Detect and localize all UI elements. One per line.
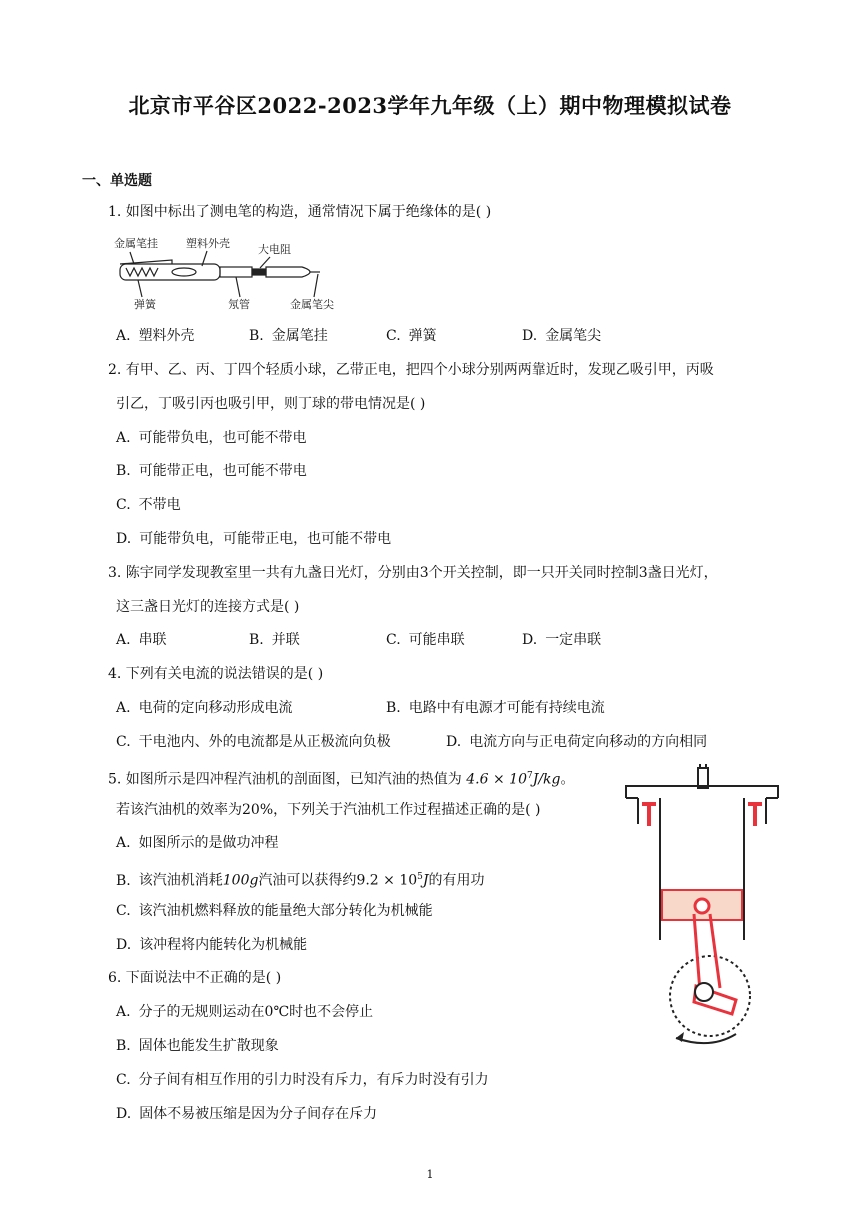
q4-option-d[interactable]: D. 电流方向与正电荷定向移动的方向相同 [446, 734, 708, 750]
q4-option-a[interactable]: A. 电荷的定向移动形成电流 [116, 700, 293, 716]
test-pen-figure [112, 234, 362, 314]
question-5-stem-line1: 5. 如图所示是四冲程汽油机的剖面图，已知汽油的热值为 $4.6 \times 10^7J/kg$。 [108, 771, 575, 788]
section-heading: 一、单选题 [82, 173, 152, 189]
question-1-stem: 1. 如图中标出了测电笔的构造，通常情况下属于绝缘体的是( ) [108, 204, 492, 220]
q2-option-b[interactable]: B. 可能带正电，也可能不带电 [116, 463, 307, 479]
q2-option-c[interactable]: C. 不带电 [116, 497, 181, 513]
q1-option-d[interactable]: D. 金属笔尖 [522, 328, 602, 344]
q1-option-a[interactable]: A. 塑料外壳 [116, 328, 195, 344]
q5-option-a[interactable]: A. 如图所示的是做功冲程 [116, 835, 279, 851]
q6-option-a[interactable]: A. 分子的无规则运动在0℃时也不会停止 [116, 1004, 374, 1020]
q5-option-c[interactable]: C. 该汽油机燃料释放的能量绝大部分转化为机械能 [116, 903, 433, 919]
q4-option-c[interactable]: C. 干电池内、外的电流都是从正极流向负极 [116, 734, 391, 750]
q2-option-a[interactable]: A. 可能带负电，也可能不带电 [116, 430, 307, 446]
fig-label-spring: 弹簧 [134, 298, 156, 311]
q5-option-b[interactable]: B. 该汽油机消耗100g汽油可以获得约$9.2 \times 10^5J$的有用功 [116, 872, 485, 889]
page-number: 1 [426, 1168, 434, 1181]
q1-option-b[interactable]: B. 金属笔挂 [249, 328, 328, 344]
engine-cross-section-figure [624, 764, 780, 1054]
q6-option-c[interactable]: C. 分子间有相互作用的引力时没有斥力，有斥力时没有引力 [116, 1072, 489, 1088]
q1-option-c[interactable]: C. 弹簧 [386, 328, 437, 344]
q3-option-b[interactable]: B. 并联 [249, 632, 300, 648]
fig-label-neon-tube: 氖管 [228, 298, 250, 311]
fig-label-plastic-shell: 塑料外壳 [186, 237, 230, 250]
fig-label-resistor: 大电阻 [258, 243, 291, 256]
q4-option-b[interactable]: B. 电路中有电源才可能有持续电流 [386, 700, 605, 716]
page-title: 北京市平谷区2022-2023学年九年级（上）期中物理模拟试卷 [128, 93, 732, 118]
q3-option-a[interactable]: A. 串联 [116, 632, 167, 648]
q3-option-c[interactable]: C. 可能串联 [386, 632, 465, 648]
question-3-stem-line1: 3. 陈宇同学发现教室里一共有九盏日光灯，分别由3个开关控制，即一只开关同时控制3盏日光灯， [108, 565, 718, 581]
q3-option-d[interactable]: D. 一定串联 [522, 632, 602, 648]
fig-label-metal-clip: 金属笔挂 [114, 237, 158, 250]
q6-option-d[interactable]: D. 固体不易被压缩是因为分子间存在斥力 [116, 1106, 378, 1122]
question-5-stem-line2: 若该汽油机的效率为20%，下列关于汽油机工作过程描述正确的是( ) [116, 802, 541, 818]
question-2-stem-line2: 引乙，丁吸引丙也吸引甲，则丁球的带电情况是( ) [116, 396, 426, 412]
q2-option-d[interactable]: D. 可能带负电，可能带正电，也可能不带电 [116, 531, 392, 547]
q6-option-b[interactable]: B. 固体也能发生扩散现象 [116, 1038, 279, 1054]
question-4-stem: 4. 下列有关电流的说法错误的是( ) [108, 666, 324, 682]
question-6-stem: 6. 下面说法中不正确的是( ) [108, 970, 282, 986]
question-3-stem-line2: 这三盏日光灯的连接方式是( ) [116, 599, 300, 615]
q5-option-d[interactable]: D. 该冲程将内能转化为机械能 [116, 937, 308, 953]
question-2-stem-line1: 2. 有甲、乙、丙、丁四个轻质小球，乙带正电，把四个小球分别两两靠近时，发现乙吸引甲，丙吸 [108, 362, 714, 378]
fig-label-metal-tip: 金属笔尖 [290, 298, 334, 311]
